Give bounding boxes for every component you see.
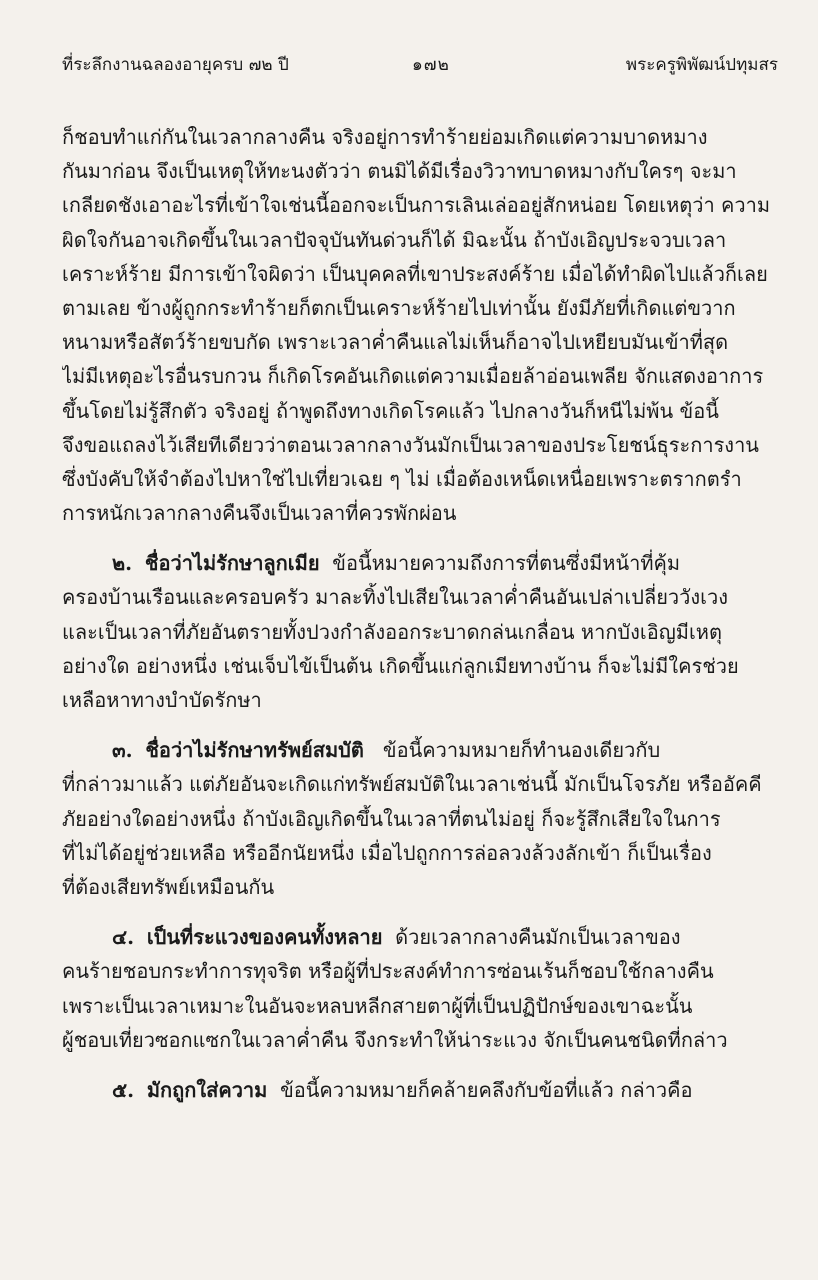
item-text: ข้อนี้หมายความถึงการที่ตนซึ่งมีหน้าที่คุ้ม [332,551,681,576]
paragraph-continued [62,120,780,530]
text-line: ตามเลย ข้างผู้ถูกกระทำร้ายก็ตกเป็นเคราะห์ร้ายไปเท่านั้น ยังมีภัยที่เกิดแต่ขวาก [62,295,736,320]
paragraph-gap [62,1057,780,1073]
item-text: ด้วยเวลากลางคืนมักเป็นเวลาของ [395,925,681,950]
header-author: พระครูพิพัฒน์ปทุมสร [625,55,778,75]
item-3 [62,733,780,904]
item-number: ๕. [112,1077,135,1102]
text-line: ผู้ชอบเที่ยวซอกแซกในเวลาค่ำคืน จึงกระทำให้น่าระแวง จักเป็นคนชนิดที่กล่าว [62,1027,728,1052]
text-line: เหลือหาทางบำบัดรักษา [62,688,262,712]
text-line: จึงขอแถลงไว้เสียทีเดียวว่าตอนเวลากลางวันมักเป็นเวลาของประโยชน์ธุระการงาน [62,432,759,457]
text-line: และเป็นเวลาที่ภัยอันตรายทั้งปวงกำลังออกระบาดกล่นเกลื่อน หากบังเอิญมีเหตุ [62,619,722,644]
text-line: ที่ต้องเสียทรัพย์เหมือนกัน [62,874,275,899]
page-number: ๑๗๒ [412,55,450,75]
body-text [62,120,780,1107]
text-line: ไม่มีเหตุอะไรอื่นรบกวน ก็เกิดโรคอันเกิดแต่ความเมื่อยล้าอ่อนเพลีย จักแสดงอาการ [62,364,764,389]
text-line: ก็ชอบทำแก่กันในเวลากลางคืน จริงอยู่การทำร้ายย่อมเกิดแต่ความบาดหมาง [62,125,708,149]
text-line: ครองบ้านเรือนและครอบครัว มาละทิ้งไปเสียในเวลาค่ำคืนอันเปล่าเปลี่ยววังเวง [62,585,728,610]
text-line: หนามหรือสัตว์ร้ายขบกัด เพราะเวลาค่ำคืนแลไม่เห็นก็อาจไปเหยียบมันเข้าที่สุด [62,330,729,355]
item-title: มักถูกใส่ความ [146,1077,268,1102]
item-title: เป็นที่ระแวงของคนทั้งหลาย [146,925,383,950]
text-line: เคราะห์ร้าย มีการเข้าใจผิดว่า เป็นบุคคลที่เขาประสงค์ร้าย เมื่อได้ทำผิดไปแล้วก็เลย [62,261,768,286]
item-text: ข้อนี้ความหมายก็คล้ายคลึงกับข้อที่แล้ว กล่าวคือ [280,1077,693,1102]
item-number: ๓. [112,738,133,763]
item-first-line [62,546,780,580]
text-line: ซึ่งบังคับให้จำต้องไปหาใช่ไปเที่ยวเฉย ๆ ไม่ เมื่อต้องเหน็ดเหนื่อยเพราะตรากตรำ [62,466,742,491]
text-line: คนร้ายชอบกระทำการทุจริต หรือผู้ที่ประสงค์ทำการซ่อนเร้นก็ชอบใช้กลางคืน [62,959,714,984]
item-number: ๔. [112,925,135,950]
text-line: ภัยอย่างใดอย่างหนึ่ง ถ้าบังเอิญเกิดขึ้นในเวลาที่ตนไม่อยู่ ก็จะรู้สึกเสียใจในการ [62,806,721,831]
text-line: อย่างใด อย่างหนึ่ง เช่นเจ็บไข้เป็นต้น เกิดขึ้นแก่ลูกเมียทางบ้าน ก็จะไม่มีใครช่วย [62,653,739,678]
header-book-title: ที่ระลึกงานฉลองอายุครบ ๗๒ ปี [62,55,289,75]
item-first-line [62,1073,780,1107]
item-5 [62,1073,780,1107]
page-header [62,50,778,80]
item-first-line [62,733,780,767]
text-line: ผิดใจกันอาจเกิดขึ้นในเวลาปัจจุบันทันด่วนก็ได้ มิฉะนั้น ถ้าบังเอิญประจวบเวลา [62,227,727,252]
text-line: การหนักเวลากลางคืนจึงเป็นเวลาที่ควรพักผ่อน [62,501,457,526]
text-line: ที่ไม่ได้อยู่ช่วยเหลือ หรืออีกนัยหนึ่ง เมื่อไปถูกการล่อลวงล้วงลักเข้า ก็เป็นเรื่อง [62,840,712,865]
text-line: กันมาก่อน จึงเป็นเหตุให้ทะนงตัวว่า ตนมิได้มีเรื่องวิวาทบาดหมางกับใครๆ จะมา [62,159,737,184]
item-4 [62,920,780,1057]
item-title: ชื่อว่าไม่รักษาทรัพย์สมบัติ [145,738,364,763]
item-2 [62,546,780,717]
text-line: ขึ้นโดยไม่รู้สึกตัว จริงอยู่ ถ้าพูดถึงทางเกิดโรคแล้ว ไปกลางวันก็หนีไม่พ้น ข้อนี้ [62,398,719,423]
paragraph-gap [62,904,780,920]
text-line: ที่กล่าวมาแล้ว แต่ภัยอันจะเกิดแก่ทรัพย์สมบัติในเวลาเช่นนี้ มักเป็นโจรภัย หรืออัคคี [62,772,762,797]
item-text: ข้อนี้ความหมายก็ทำนองเดียวกับ [382,738,661,763]
text-line: เพราะเป็นเวลาเหมาะในอันจะหลบหลีกสายตาผู้ที่เป็นปฏิปักษ์ของเขาฉะนั้น [62,993,693,1018]
item-number: ๒. [112,551,133,576]
paragraph-gap [62,717,780,733]
item-title: ชื่อว่าไม่รักษาลูกเมีย [144,551,320,576]
paragraph-gap [62,530,780,546]
item-first-line [62,920,780,954]
text-line: เกลียดชังเอาอะไรที่เข้าใจเช่นนี้ออกจะเป็นการเลินเล่ออยู่สักหน่อย โดยเหตุว่า ความ [62,193,771,218]
